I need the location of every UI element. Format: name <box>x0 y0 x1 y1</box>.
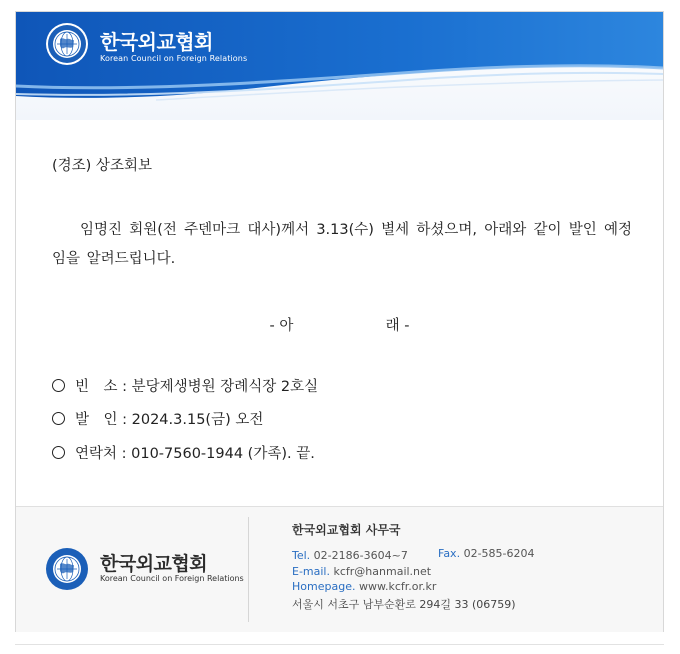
item-text: 빈 소 : 분당제생병원 장례식장 2호실 <box>75 379 319 395</box>
kcfr-seal-logo <box>45 22 89 66</box>
tel-label: Tel. <box>292 549 311 562</box>
tel-line <box>292 549 408 562</box>
letter-paragraph: 임명진 회원(전 주덴마크 대사)께서 3.13(수) 별세 하셨으며, 아래와 같이 발인 예정임을 알려드립니다. <box>52 222 632 267</box>
office-name: 한국외교협회 사무국 <box>292 523 401 537</box>
homepage-link[interactable]: www.kcfr.or.kr <box>358 580 437 593</box>
circle-bullet-icon <box>52 412 65 425</box>
footer-divider <box>248 517 249 622</box>
footer-org-name: 한국외교협회 <box>100 553 208 575</box>
homepage-line <box>292 580 436 593</box>
list-item <box>52 442 315 463</box>
homepage-label: Homepage. <box>292 580 356 593</box>
list-item <box>52 375 318 396</box>
list-item <box>52 408 263 429</box>
fax-label: Fax. <box>438 547 461 560</box>
address: 서울시 서초구 남부순환로 294길 33 (06759) <box>292 598 516 611</box>
notice-heading: - 아 래 - <box>269 318 410 334</box>
kcfr-seal-logo <box>45 547 89 591</box>
letter-subject: (경조) 상조회보 <box>52 158 152 174</box>
circle-bullet-icon <box>52 446 65 459</box>
header-title: 한국외교협회 <box>100 30 213 54</box>
header-subtitle: Korean Council on Foreign Relations <box>100 54 248 63</box>
email-frame <box>15 11 664 632</box>
header-banner <box>16 12 663 120</box>
bottom-rule <box>15 644 664 645</box>
footer-org-subtitle: Korean Council on Foreign Relations <box>100 574 244 583</box>
fax-value: 02-585-6204 <box>463 547 535 560</box>
item-text: 발 인 : 2024.3.15(금) 오전 <box>75 412 264 428</box>
email-line <box>292 565 431 578</box>
fax-line <box>438 547 535 560</box>
tel-value: 02-2186-3604~7 <box>313 549 408 562</box>
footer <box>16 506 663 632</box>
email-link[interactable]: kcfr@hanmail.net <box>333 565 432 578</box>
item-text: 연락처 : 010-7560-1944 (가족). 끝. <box>75 446 315 462</box>
circle-bullet-icon <box>52 379 65 392</box>
email-label: E-mail. <box>292 565 330 578</box>
